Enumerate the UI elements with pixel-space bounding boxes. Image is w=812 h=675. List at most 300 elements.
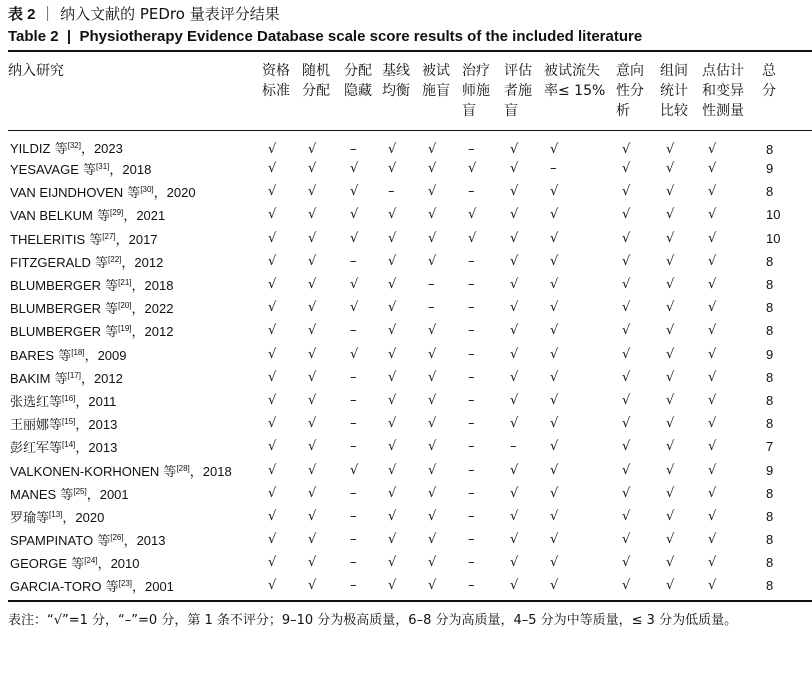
header-line: 标准 [262,83,290,99]
header-line: 性测量 [702,103,744,119]
score-mark: √ [510,346,519,362]
score-mark: √ [708,346,717,362]
score-mark: √ [428,253,437,269]
score-mark: √ [510,392,519,408]
score-mark: √ [388,555,397,571]
study-year: ，2013 [75,417,118,433]
score-mark: √ [666,300,675,316]
study-name: VALKONEN-KORHONEN [10,463,160,479]
score-mark: √ [550,462,559,478]
study-year: ，2001 [86,486,129,502]
total-score: 9 [766,462,774,478]
score-mark: √ [428,346,437,362]
study-name: VAN BELKUM [10,208,93,224]
score-mark: √ [428,462,437,478]
header-row [8,52,812,121]
table-row [8,273,812,296]
score-mark: – [468,369,475,385]
study-suffix: 等 [49,441,63,457]
score-mark: √ [666,253,675,269]
score-mark: √ [268,346,277,362]
header-line: 被试 [422,63,450,79]
score-mark: √ [350,184,359,200]
score-mark: √ [388,230,397,246]
score-mark: √ [708,416,717,432]
score-mark: √ [308,277,317,293]
table-row [8,482,812,505]
study-suffix: 等 [56,487,74,503]
table-bottom-rule [8,600,812,602]
score-mark: – [350,485,357,501]
score-mark: √ [622,230,631,246]
score-mark: √ [510,184,519,200]
header-line: 析 [616,103,630,119]
score-mark: √ [428,323,437,339]
score-mark: √ [708,323,717,339]
score-mark: √ [308,392,317,408]
score-mark: √ [550,253,559,269]
score-mark: √ [268,323,277,339]
study-cell [8,343,262,366]
score-mark: √ [388,462,397,478]
score-mark: √ [308,253,317,269]
score-mark: √ [666,485,675,501]
score-mark: – [468,277,475,293]
study-ref: [14] [62,440,76,450]
total-score: 8 [766,323,774,339]
score-mark: √ [666,416,675,432]
study-ref: [21] [118,278,132,288]
score-mark: – [468,346,475,362]
score-mark: √ [510,161,519,177]
study-year: ，2023 [80,141,123,156]
score-mark: √ [510,323,519,339]
score-mark: √ [708,142,717,157]
score-mark: √ [308,462,317,478]
score-mark: – [468,184,475,200]
score-mark: √ [708,555,717,571]
study-ref: [17] [67,370,81,380]
score-mark: √ [622,300,631,316]
study-year: ，2018 [109,162,152,178]
score-mark: √ [308,439,317,455]
table-row [8,458,812,481]
study-suffix: 等 [78,163,97,179]
study-ref: [29] [109,208,124,218]
study-name: 张选红 [10,393,50,409]
score-mark: √ [666,555,675,571]
table-row [8,574,812,597]
score-mark: – [388,184,395,200]
study-cell [8,412,262,435]
score-mark: √ [550,485,559,501]
score-mark: √ [708,207,717,223]
total-score: 8 [766,184,774,200]
header-line: 点估计 [702,63,744,79]
score-mark: √ [510,532,519,548]
study-suffix: 等 [159,464,177,480]
study-name: SPAMPINATO [10,533,94,549]
study-ref: [22] [108,254,122,264]
study-suffix: 等 [85,232,103,248]
header-line: 率≤ 15% [544,83,606,99]
score-mark: – [428,277,435,293]
score-mark: √ [468,161,477,177]
study-cell [8,157,262,180]
table-row [8,343,812,366]
table-note: 表注：“√”=1 分，“–”=0 分，第 1 条不评分；9–10 分为极高质量，6–8 分为高质量，4–5 分为中等质量，≤ 3 分为低质量。 [8,613,738,628]
caption-en-title: Physiotherapy Evidence Database scale score results of the included literature [79,28,643,45]
score-mark: √ [388,253,397,269]
score-mark: √ [510,300,519,316]
score-mark: √ [388,323,397,339]
table-row [8,435,812,458]
header-col-3 [344,52,382,121]
study-cell [8,180,262,203]
score-mark: √ [388,369,397,385]
header-line: 盲 [504,103,518,119]
header-line: 隐藏 [344,83,372,99]
score-mark: √ [388,508,397,524]
score-mark: √ [666,277,675,293]
score-mark: √ [308,230,317,246]
score-mark: √ [550,207,559,223]
header-col-11 [702,52,762,121]
study-name: GARCIA-TORO [10,579,102,595]
score-mark: √ [708,485,717,501]
score-mark: √ [428,230,437,246]
study-ref: [19] [118,324,132,334]
score-mark: – [468,416,475,432]
header-line: 评估 [504,63,532,79]
score-mark: √ [388,439,397,455]
table-row [8,157,812,180]
score-mark: √ [268,300,277,316]
study-name: 彭红军 [10,440,50,456]
score-mark: √ [388,161,397,177]
header-line: 基线 [382,63,410,79]
study-year: ，2013 [123,533,166,549]
score-mark: √ [666,392,675,408]
score-mark: √ [388,578,397,594]
score-mark: √ [510,230,519,246]
header-line: 资格 [262,63,290,79]
total-score: 7 [766,439,774,455]
score-mark: – [468,462,475,478]
score-mark: √ [550,369,559,385]
study-year: ，2001 [131,579,174,595]
score-mark: √ [428,142,437,157]
score-mark: √ [666,323,675,339]
score-mark: √ [622,346,631,362]
score-mark: √ [308,207,317,223]
score-mark: √ [622,161,631,177]
score-mark: √ [622,439,631,455]
score-mark: √ [622,485,631,501]
score-mark: √ [308,369,317,385]
score-mark: √ [308,532,317,548]
study-year: ，2022 [131,301,174,317]
study-year: ，2012 [121,254,164,270]
total-score: 9 [766,346,774,362]
study-year: ，2009 [84,347,127,363]
caption-cn-label: 表 2 [8,6,36,23]
score-mark: √ [268,416,277,432]
study-name: FITZGERALD [10,254,91,270]
total-score: 8 [766,508,774,524]
score-mark: √ [268,485,277,501]
study-name: VAN EIJNDHOVEN [10,185,124,201]
caption-cn [8,4,280,25]
table-row [8,412,812,435]
score-mark: √ [350,300,359,316]
header-line: 总 [762,63,776,79]
study-ref: [25] [73,486,87,496]
score-mark: √ [622,142,631,157]
score-mark: √ [268,207,277,223]
header-col-12 [762,52,812,121]
score-mark: √ [388,485,397,501]
score-mark: – [350,416,357,432]
score-mark: √ [550,416,559,432]
score-mark: – [468,323,475,339]
header-line: 意向 [616,63,644,79]
score-mark: √ [708,462,717,478]
score-mark: – [350,532,357,548]
score-mark: √ [666,532,675,548]
score-mark: √ [666,346,675,362]
score-mark: √ [268,439,277,455]
score-mark: √ [510,207,519,223]
total-score: 8 [766,555,774,571]
score-mark: √ [510,578,519,594]
score-mark: √ [622,555,631,571]
study-suffix: 等 [50,371,68,387]
score-mark: √ [428,485,437,501]
score-mark: – [468,532,475,548]
study-cell [8,574,262,597]
score-mark: √ [308,578,317,594]
header-col-4 [382,52,422,121]
score-mark: √ [550,578,559,594]
score-mark: √ [308,485,317,501]
score-mark: – [350,369,357,385]
score-mark: – [468,253,475,269]
score-mark: √ [268,142,277,157]
study-ref: [20] [118,301,132,311]
score-mark: √ [708,369,717,385]
study-ref: [15] [62,417,76,427]
study-cell [8,551,262,574]
score-mark: √ [468,207,477,223]
score-mark: √ [388,300,397,316]
score-mark: √ [308,142,317,157]
score-mark: √ [428,532,437,548]
score-mark: √ [550,142,559,157]
score-mark: √ [268,184,277,200]
header-col-2 [302,52,344,121]
study-ref: [18] [71,347,85,357]
header-line: 盲 [462,103,476,119]
score-mark: √ [510,416,519,432]
score-mark: √ [708,161,717,177]
header-line: 师施 [462,83,490,99]
header-line: 比较 [660,103,688,119]
score-mark: √ [622,323,631,339]
score-mark: √ [666,369,675,385]
score-mark: √ [268,253,277,269]
score-mark: √ [308,323,317,339]
score-mark: √ [666,578,675,594]
study-suffix: 等 [67,557,85,573]
score-mark: √ [622,392,631,408]
pedro-score-table [8,52,812,598]
score-mark: √ [268,161,277,177]
table-row [8,227,812,250]
study-cell [8,482,262,505]
score-mark: √ [550,439,559,455]
study-name: GEORGE [10,556,68,572]
score-mark: √ [350,230,359,246]
score-mark: √ [268,462,277,478]
score-mark: √ [308,416,317,432]
score-mark: √ [622,532,631,548]
score-mark: – [350,555,357,571]
score-mark: – [350,323,357,339]
study-year: ，2012 [80,370,123,386]
score-mark: √ [268,277,277,293]
score-mark: √ [708,508,717,524]
score-mark: √ [268,369,277,385]
study-cell [8,273,262,296]
study-year: ，2011 [75,393,117,409]
score-mark: √ [708,230,717,246]
score-mark: √ [550,508,559,524]
score-mark: √ [428,369,437,385]
study-cell [8,435,262,458]
caption-cn-title: 纳入文献的 PEDro 量表评分结果 [60,5,280,23]
score-mark: √ [708,532,717,548]
study-ref: [31] [96,162,110,172]
study-suffix: 等 [49,394,63,410]
study-cell [8,203,262,226]
score-mark: – [350,142,357,157]
score-mark: – [468,555,475,571]
header-col-9 [616,52,660,121]
score-mark: √ [350,161,359,177]
study-name: 王丽娜 [10,417,50,433]
study-cell [8,121,262,157]
score-mark: √ [268,532,277,548]
score-mark: √ [550,300,559,316]
table-row [8,319,812,342]
score-mark: √ [708,578,717,594]
total-score: 8 [766,369,774,385]
score-mark: √ [666,184,675,200]
score-mark: √ [510,485,519,501]
study-ref: [23] [118,579,132,589]
score-mark: – [510,439,517,455]
score-mark: √ [350,462,359,478]
score-mark: √ [550,555,559,571]
score-mark: √ [550,184,559,200]
score-mark: √ [510,369,519,385]
score-mark: – [468,300,475,316]
score-mark: √ [268,230,277,246]
score-mark: √ [622,207,631,223]
score-mark: √ [428,184,437,200]
score-mark: √ [428,508,437,524]
study-ref: [24] [84,556,98,566]
header-col-8 [544,52,616,121]
score-mark: – [468,439,475,455]
total-score: 8 [766,253,774,269]
score-mark: √ [666,142,675,157]
study-suffix: 等 [101,325,119,341]
study-ref: [13] [49,509,63,519]
header-line: 者施 [504,83,532,99]
score-mark: √ [622,462,631,478]
score-mark: √ [622,578,631,594]
study-name: BLUMBERGER [10,278,102,294]
score-mark: √ [428,555,437,571]
study-suffix: 等 [101,302,119,318]
score-mark: √ [550,346,559,362]
total-score: 8 [766,578,774,594]
score-mark: √ [550,323,559,339]
score-mark: √ [622,416,631,432]
study-year: ，2013 [75,440,118,456]
header-line: 随机 [302,63,330,79]
total-score: 8 [766,485,774,501]
study-suffix: 等 [50,142,68,157]
study-suffix: 等 [36,510,50,526]
study-name: BARES [10,347,55,363]
caption-en-label: Table 2 [8,28,59,45]
score-mark: √ [350,277,359,293]
header-line: 统计 [660,83,688,99]
study-suffix: 等 [123,186,141,202]
score-mark: √ [350,207,359,223]
header-col-5 [422,52,462,121]
score-mark: √ [510,555,519,571]
score-mark: √ [510,277,519,293]
table-row [8,296,812,319]
study-ref: [16] [62,393,76,403]
study-cell [8,389,262,412]
score-mark: √ [268,508,277,524]
study-year: ，2010 [97,556,140,572]
study-year: ，2020 [62,509,105,525]
score-mark: √ [708,439,717,455]
score-mark: √ [468,230,477,246]
study-name: BAKIM [10,370,51,386]
header-study: 纳入研究 [8,63,64,79]
caption-separator: ｜ [40,5,56,23]
score-mark: √ [622,277,631,293]
score-mark: √ [708,277,717,293]
score-mark: √ [308,161,317,177]
caption-en [8,27,642,47]
study-suffix: 等 [101,580,119,596]
score-mark: – [550,161,557,177]
table-row [8,180,812,203]
header-line: 治疗 [462,63,490,79]
score-mark: √ [268,555,277,571]
study-cell [8,458,262,481]
study-year: ，2018 [189,463,232,479]
total-score: 8 [766,300,774,316]
